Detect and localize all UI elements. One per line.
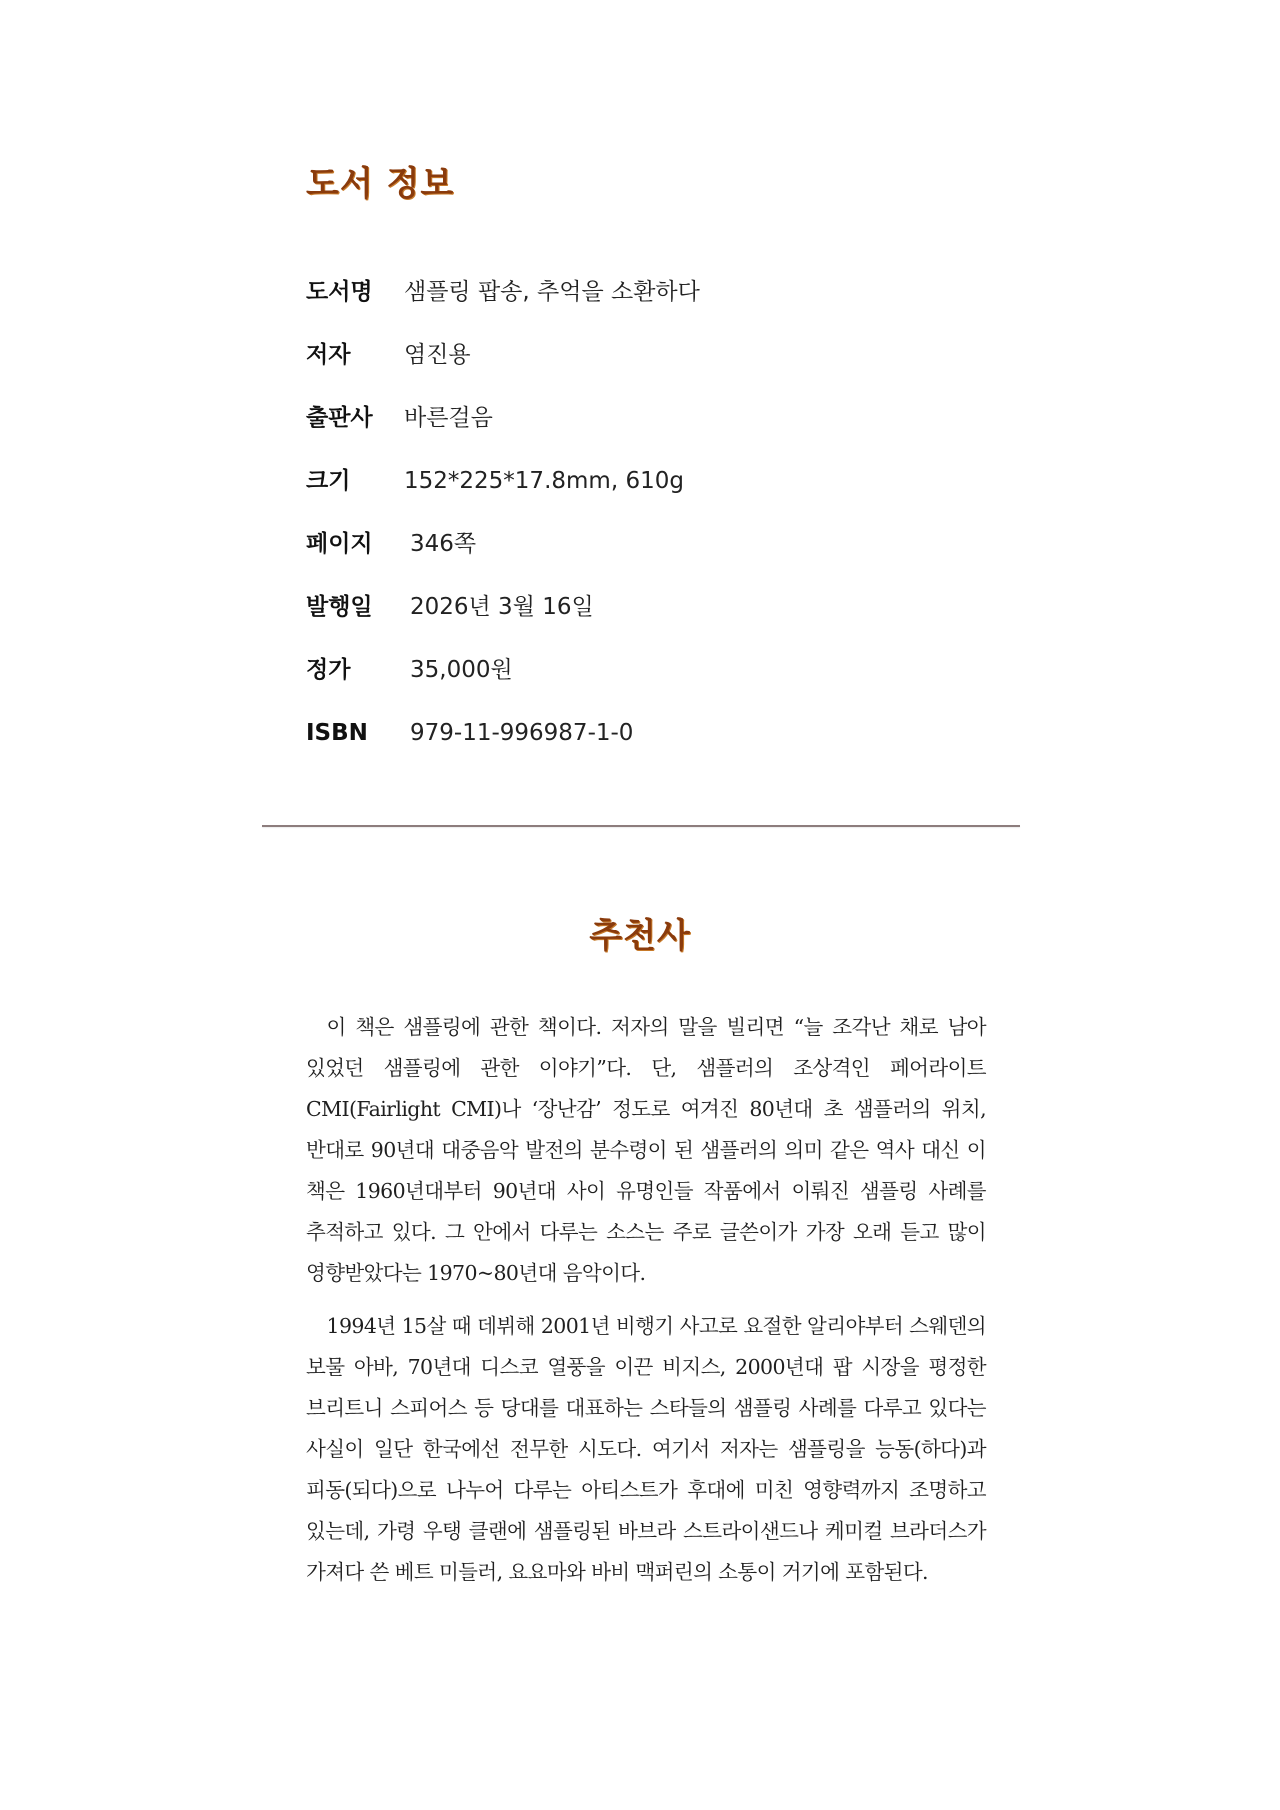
info-value: 염진용 xyxy=(404,342,471,368)
info-value: 979-11-996987-1-0 xyxy=(410,720,634,746)
recommendation-body xyxy=(306,1007,986,1605)
info-value: 샘플링 팝송, 추억을 소환하다 xyxy=(404,279,700,305)
info-row-publisher xyxy=(306,398,700,461)
info-value: 바른걸음 xyxy=(404,405,493,431)
info-row-size xyxy=(306,461,700,524)
info-label: 발행일 xyxy=(306,594,373,620)
book-info-heading: 도서 정보 xyxy=(306,164,455,204)
info-label: 정가 xyxy=(306,657,351,683)
info-label: 크기 xyxy=(306,468,351,494)
info-value: 346쪽 xyxy=(410,531,477,557)
info-value: 2026년 3월 16일 xyxy=(410,594,594,620)
recommendation-paragraph: 이 책은 샘플링에 관한 책이다. 저자의 말을 빌리면 “늘 조각난 채로 남아 있었던 샘플링에 관한 이야기”다. 단, 샘플러의 조상격인 페어라이트 CMI(Fairlight CMI)나 ‘장난감’ 정도로 여겨진 80년대 초 샘플러의 위치, 반대로 90년대 대중음악 발전의 분수령이 된 샘플러의 의미 같은 역사 대신 이 책은 1960년대부터 90년대 사이 유명인들 작품에서 이뤄진 샘플링 사례를 추적하고 있다. 그 안에서 다루는 소스는 주로 글쓴이가 가장 오래 듣고 많이 영향받았다는 1970~80년대 음악이다. xyxy=(306,1015,986,1285)
info-label: ISBN xyxy=(306,720,368,746)
info-label: 페이지 xyxy=(306,531,373,557)
section-divider xyxy=(262,825,1020,827)
info-value: 35,000원 xyxy=(410,657,513,683)
info-row-isbn xyxy=(306,713,700,776)
info-label: 저자 xyxy=(306,342,351,368)
info-label: 도서명 xyxy=(306,279,373,305)
recommendation-heading: 추천사 xyxy=(589,916,691,956)
info-row-price xyxy=(306,650,700,713)
info-row-pages xyxy=(306,524,700,587)
book-info-list xyxy=(306,272,700,776)
info-label: 출판사 xyxy=(306,405,373,431)
info-value: 152*225*17.8mm, 610g xyxy=(404,468,684,494)
recommendation-paragraph: 1994년 15살 때 데뷔해 2001년 비행기 사고로 요절한 알리야부터 스웨덴의 보물 아바, 70년대 디스코 열풍을 이끈 비지스, 2000년대 팝 시장을 평정한 브리트니 스피어스 등 당대를 대표하는 스타들의 샘플링 사례를 다루고 있다는 사실이 일단 한국에선 전무한 시도다. 여기서 저자는 샘플링을 능동(하다)과 피동(되다)으로 나누어 다루는 아티스트가 후대에 미친 영향력까지 조명하고 있는데, 가령 우탱 클랜에 샘플링된 바브라 스트라이샌드나 케미컬 브라더스가 가져다 쓴 베트 미들러, 요요마와 바비 맥퍼린의 소통이 거기에 포함된다. xyxy=(306,1314,986,1584)
info-row-title xyxy=(306,272,700,335)
info-row-pub-date xyxy=(306,587,700,650)
info-row-author xyxy=(306,335,700,398)
